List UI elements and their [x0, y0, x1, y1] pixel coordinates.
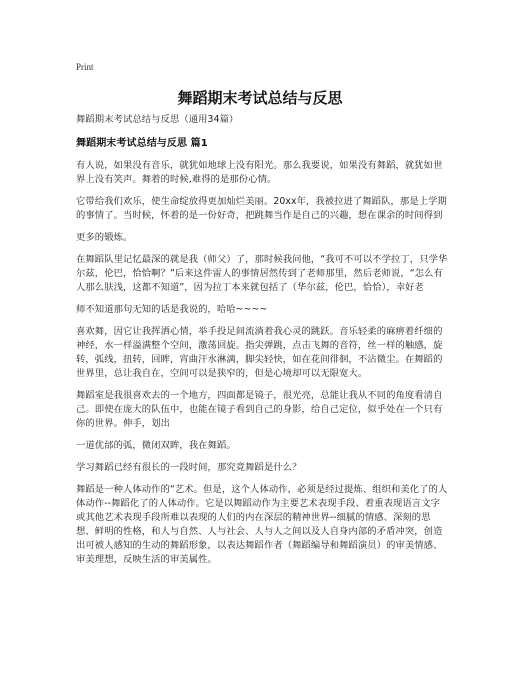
paragraph: 在舞蹈队里记忆最深的就是我（师父）了，那时候我问他，“我可不可以不学拉丁，只学华尔兹，伦巴，恰恰啊？”后来这件雷人的事情居然传到了老师那里，然后老师说，“怎么有人那么肤浅，这都不知道”，因为拉丁本来就包括了（华尔兹，伦巴，恰恰），幸好老 [76, 254, 448, 293]
print-link[interactable]: Print [76, 62, 94, 72]
paragraph: 更多的锻炼。 [76, 232, 133, 243]
paragraph: 舞蹈是一种人体动作的“艺术。但是，这个人体动作，必须是经过提炼、组织和美化了的人体动作--舞蹈化了的人体动作。它是以舞蹈动作为主要艺术表现手段、着重表现语言文字或其他艺术表现手段所难以表现的人们的内在深层的精神世界--细腻的情感、深刻的思想、鲜明的性格，和人与自然、人与社会、人与人之间以及人自身内部的矛盾冲突，创造出可被人感知的生动的舞蹈形象，以表达舞蹈作者（舞蹈编导和舞蹈演员）的审美情感、审美理想，反映生活的审美属性。 [76, 484, 448, 565]
document-subtitle: 舞蹈期末考试总结与反思（通用34篇） [76, 114, 239, 125]
paragraph: 师不知道那句无知的话是我说的，哈哈~~~~ [76, 304, 268, 315]
paragraph: 学习舞蹈已经有很长的一段时间，那究竟舞蹈是什么？ [76, 462, 302, 473]
paragraph: 喜欢舞，因它让我挥洒心情，举手投足间流淌着我心灵的跳跃。音乐轻柔的麻痹着纤细的神经，水一样溢满整个空间，激荡回旋。指尖弹跳，点击飞舞的音符，丝一样的触感，旋转，弧线，扭转，回眸，宵曲汗水淋漓，脚尖轻快，如在花间徘徊，不沾微尘。在舞蹈的世界里，总让我自在，空间可以是狭窄的，但是心境却可以无限宽大。 [76, 326, 443, 379]
paragraph: 有人说，如果没有音乐，就犹如地球上没有阳光。那么我要说，如果没有舞蹈，就犹如世界上没有笑声。舞着的时候,难得的是那份心情。 [76, 160, 443, 185]
section-heading: 舞蹈期末考试总结与反思 篇1 [76, 138, 208, 149]
paragraph: 一道优邰的弧，微闭双眸，我在舞蹈。 [76, 440, 236, 451]
paragraph: 舞蹈室是我很喜欢去的一个地方，四面都是镜子，很光亮，总能让我从不同的角度看清自己。即使在庞大的队伍中，也能在镜子看到自己的身影，给自己定位，似乎处在一个只有你的世界。伸手，划出 [76, 390, 443, 429]
page-title: 舞蹈期末考试总结与反思 [177, 89, 343, 107]
paragraph: 它带给我们欢乐，使生命绽放得更加灿烂美丽。20xx年，我被拉进了舞蹈队，那是上学期的事情了。当时候，怀着的是一份好奇，把跳舞当作是自己的兴趣，想在课余的时间得到 [76, 196, 447, 221]
document-body [76, 113, 448, 575]
